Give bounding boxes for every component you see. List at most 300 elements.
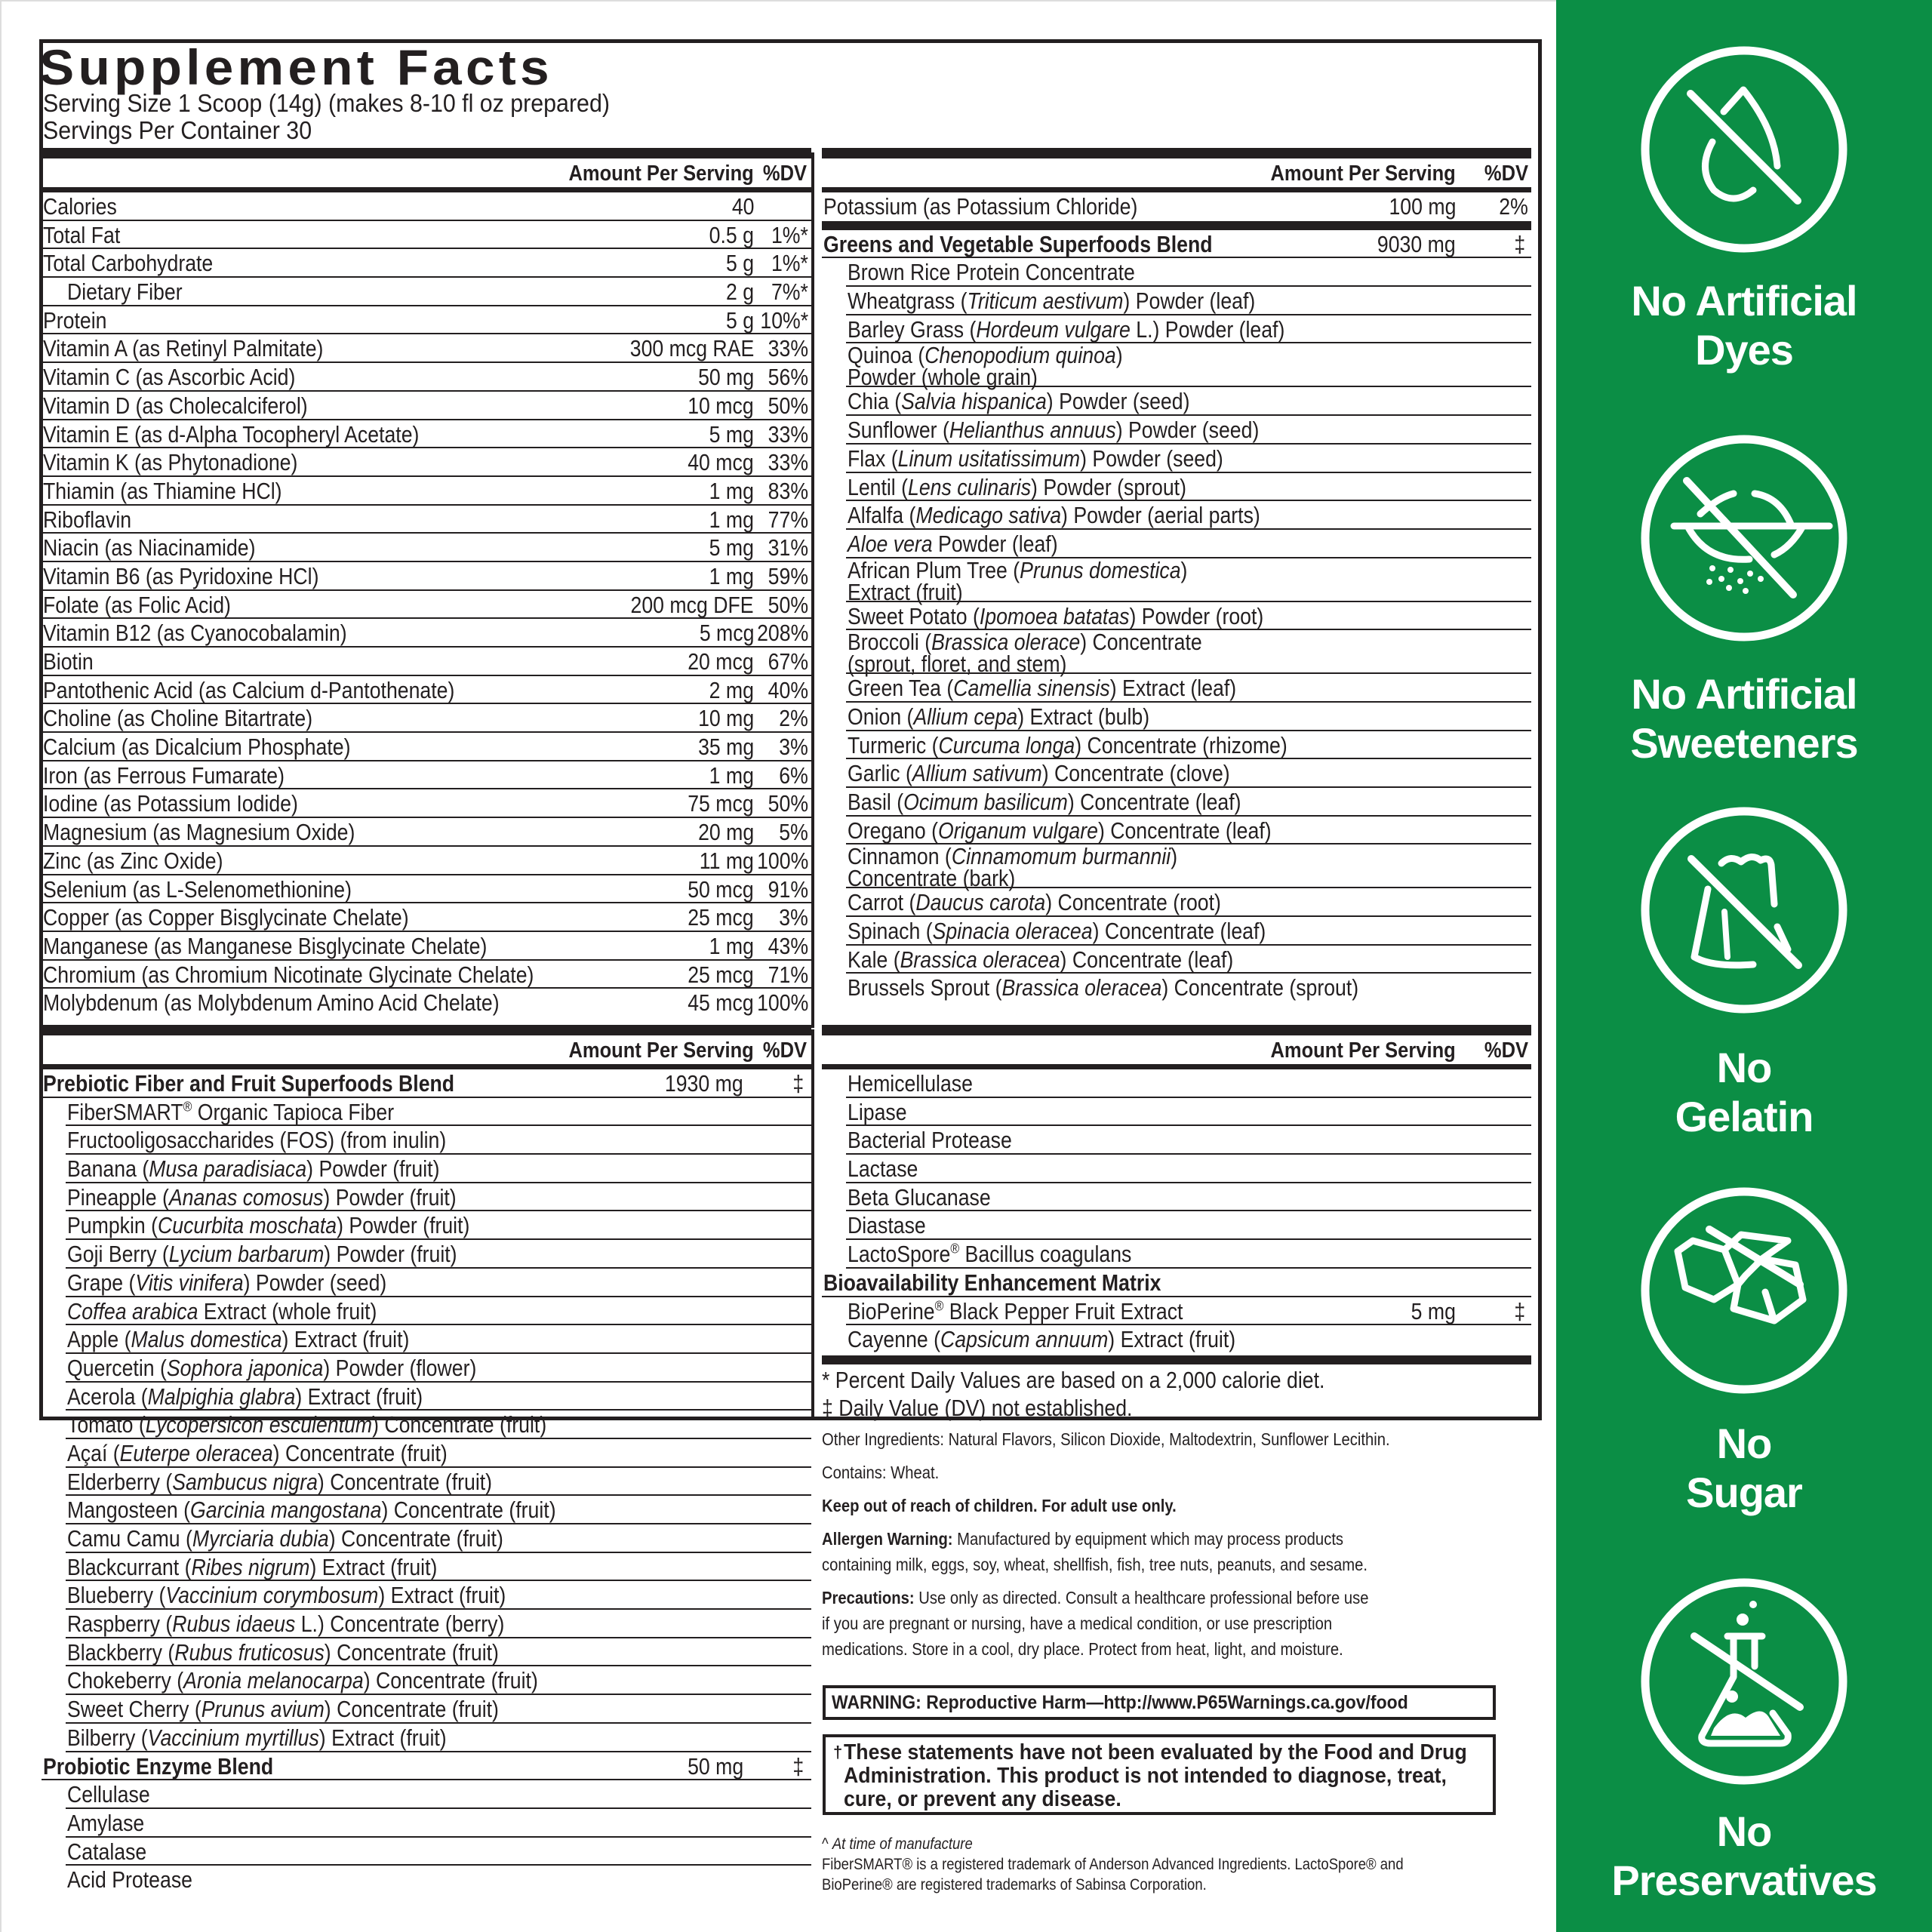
percent-dv: 40% <box>768 676 808 703</box>
other-info <box>822 1426 1531 1662</box>
ingredient-name: Diastase <box>848 1212 926 1239</box>
ingredient-name: Blackberry (Rubus fruticosus) Concentrate (fruit) <box>67 1638 499 1666</box>
badge-no-artificial-dyes <box>1556 45 1932 374</box>
greens-ingredient-row <box>846 445 1531 473</box>
ingredient-name: Açaí (Euterpe oleracea) Concentrate (fruit) <box>67 1439 448 1466</box>
badge-line1: No <box>1716 1420 1772 1467</box>
prebiotic-ingredient-row <box>66 1325 811 1354</box>
ingredient-name: Onion (Allium cepa) Extract (bulb) <box>848 703 1150 730</box>
amount: 40 <box>731 193 754 220</box>
prebiotic-ingredient-row <box>66 1411 811 1439</box>
prop65-warning: WARNING: Reproductive Harm—http://www.P65Warnings.ca.gov/food <box>832 1692 1408 1713</box>
badge-line1: No Artificial <box>1631 277 1857 325</box>
greens-ingredient-list <box>822 258 1531 1002</box>
column-divider-top <box>811 152 814 1028</box>
table-header <box>822 158 1531 187</box>
medium-rule <box>42 187 811 192</box>
ingredient-name: Basil (Ocimum basilicum) Concentrate (leaf) <box>848 789 1241 815</box>
ingredient-name: Tomato (Lycopersicon esculentum) Concentrate (fruit) <box>67 1411 547 1438</box>
dv-header: %DV <box>1484 162 1528 186</box>
amount-header: Amount Per Serving <box>568 1038 754 1063</box>
percent-dv: 50% <box>768 591 808 618</box>
percent-dv: 5% <box>779 819 808 846</box>
nutrient-row <box>42 448 811 477</box>
nutrient-row <box>42 278 811 306</box>
precautions-line3: medications. Store in a cool, dry place. Protect from heat, light, and moisture. <box>822 1639 1343 1659</box>
amount: 40 mcg <box>688 449 754 476</box>
thick-rule <box>822 1025 1531 1035</box>
ingredient-name: Vitamin E (as d-Alpha Tocopheryl Acetate) <box>43 420 420 448</box>
ingredient-name: Niacin (as Niacinamide) <box>43 534 256 561</box>
percent-dv: 50% <box>768 790 808 817</box>
badge-line2: Sweeteners <box>1630 719 1858 767</box>
enzyme-ingredient-row <box>846 1183 1531 1212</box>
amount: 1 mg <box>709 562 754 589</box>
ingredient-name: Raspberry (Rubus idaeus L.) Concentrate (berry) <box>67 1611 505 1638</box>
ingredient-name: Biotin <box>43 648 94 675</box>
amount: 5 mg <box>1411 1297 1456 1324</box>
ingredient-name: Bilberry (Vaccinium myrtillus) Extract (fruit) <box>67 1724 447 1751</box>
ingredient-name: Chia (Salvia hispanica) Powder (seed) <box>848 388 1190 415</box>
amount: 45 mcg <box>688 989 754 1017</box>
greens-ingredient-row <box>846 843 1531 892</box>
amount: 1 mg <box>709 506 754 533</box>
amount: 5 g <box>725 250 754 277</box>
percent-dv: 91% <box>768 875 808 903</box>
table-header <box>42 1035 811 1064</box>
amount: 5 mcg <box>699 620 754 647</box>
column-divider-bottom <box>811 1029 814 1419</box>
ingredient-name: Fructooligosaccharides (FOS) (from inulin) <box>67 1127 447 1154</box>
ingredient-name: Zinc (as Zinc Oxide) <box>43 847 223 874</box>
blend-row-enzyme <box>42 1752 811 1781</box>
thick-rule <box>822 221 1531 230</box>
prebiotic-ingredient-row <box>66 1695 811 1724</box>
badge-line2: Sugar <box>1686 1469 1802 1516</box>
blend-dv: ‡ <box>1514 230 1525 257</box>
ingredient-name: Acerola (Malpighia glabra) Extract (fruit) <box>67 1383 423 1410</box>
greens-ingredient-row <box>846 674 1531 703</box>
ingredient-name: Total Carbohydrate <box>43 250 214 277</box>
greens-ingredient-row <box>846 629 1531 678</box>
ingredient-name: Oregano (Origanum vulgare) Concentrate (leaf) <box>848 817 1272 844</box>
amount: 200 mcg DFE <box>631 591 754 618</box>
dv-header: %DV <box>762 1038 807 1063</box>
amount: 1 mg <box>709 477 754 504</box>
medium-rule <box>42 1064 811 1069</box>
time-of-manufacture-note <box>822 1834 973 1855</box>
thick-rule <box>822 148 1531 158</box>
nutrient-row <box>42 221 811 250</box>
ingredient-name: Elderberry (Sambucus nigra) Concentrate (fruit) <box>67 1468 493 1495</box>
amount: 25 mcg <box>688 904 754 931</box>
percent-dv: 6% <box>779 761 808 789</box>
ingredient-name: Hemicellulase <box>848 1070 973 1097</box>
nutrient-row <box>42 818 811 847</box>
badge-line2: Gelatin <box>1675 1093 1814 1140</box>
ingredient-name: BioPerine® Black Pepper Fruit Extract <box>848 1297 1183 1324</box>
ingredient-name: Cayenne (Capsicum annuum) Extract (fruit) <box>848 1326 1236 1353</box>
ingredient-name: Iodine (as Potassium Iodide) <box>43 790 298 817</box>
blend-amount: 50 mg <box>687 1752 743 1780</box>
footnote-dv-not-established: ‡ Daily Value (DV) not established. <box>822 1394 1133 1421</box>
enzyme-ingredient-row <box>846 1069 1531 1098</box>
ingredient-name: Acid Protease <box>67 1866 192 1894</box>
servings-per-container: Servings Per Container 30 <box>43 116 312 144</box>
prebiotic-table <box>42 1025 811 1894</box>
badge-no-gelatin <box>1556 806 1932 1141</box>
amount: 10 mg <box>697 705 754 732</box>
greens-ingredient-row <box>846 602 1531 631</box>
percent-dv: 1%* <box>771 250 808 277</box>
ingredient-name: Green Tea (Camellia sinensis) Extract (leaf) <box>848 675 1237 702</box>
ingredient-name: Barley Grass (Hordeum vulgare L.) Powder (leaf) <box>848 315 1285 343</box>
greens-ingredient-row <box>846 530 1531 558</box>
ingredient-name: Riboflavin <box>43 506 132 533</box>
nutrient-row <box>42 619 811 648</box>
blend-row-prebiotic <box>42 1069 811 1098</box>
bioavailability-ingredient-row <box>846 1325 1531 1354</box>
amount: 50 mg <box>697 364 754 391</box>
ingredient-name: Banana (Musa paradisiaca) Powder (fruit) <box>67 1155 440 1183</box>
amount-header: Amount Per Serving <box>1270 162 1456 186</box>
nutrient-row <box>42 334 811 363</box>
blend-name: Probiotic Enzyme Blend <box>43 1752 274 1780</box>
ingredient-name: Flax (Linum usitatissimum) Powder (seed) <box>848 445 1223 472</box>
ingredient-name: Coffea arabica Extract (whole fruit) <box>67 1297 377 1324</box>
percent-dv: 7%* <box>771 278 808 306</box>
nutrient-row <box>42 875 811 904</box>
ingredient-name: Cellulase <box>67 1781 150 1808</box>
badge-line1: No Artificial <box>1631 670 1857 718</box>
percent-dv: 1%* <box>771 221 808 248</box>
nutrient-rows <box>42 192 811 1017</box>
ingredient-name: Molybdenum (as Molybdenum Amino Acid Chelate) <box>43 989 500 1017</box>
table-header <box>822 1035 1531 1064</box>
prop65-warning-box <box>823 1685 1496 1720</box>
percent-dv: 50% <box>768 392 808 419</box>
greens-ingredient-row <box>846 287 1531 315</box>
prebiotic-ingredient-row <box>66 1297 811 1326</box>
nutrient-row <box>42 733 811 761</box>
ingredient-name: Beta Glucanase <box>848 1183 991 1211</box>
nutrient-row <box>42 534 811 562</box>
nutrient-amount: 100 mg <box>1389 193 1456 220</box>
ingredient-name: Vitamin K (as Phytonadione) <box>43 449 298 476</box>
ingredient-name: Total Fat <box>43 221 121 248</box>
prebiotic-ingredient-list <box>42 1098 811 1752</box>
ingredient-name: Vitamin D (as Cholecalciferol) <box>43 392 308 419</box>
ingredient-name: Mangosteen (Garcinia mangostana) Concentrate (fruit) <box>67 1497 556 1524</box>
ingredient-name: Turmeric (Curcuma longa) Concentrate (rhizome) <box>848 731 1287 758</box>
prebiotic-ingredient-row <box>66 1155 811 1183</box>
thick-rule <box>822 1355 1531 1364</box>
enzyme-ingredient-row <box>846 1211 1531 1240</box>
enzyme-ingredient-row <box>846 1240 1531 1269</box>
amount: 5 mg <box>709 534 754 561</box>
prebiotic-ingredient-row <box>66 1468 811 1497</box>
ingredient-name: Vitamin B12 (as Cyanocobalamin) <box>43 620 347 647</box>
prebiotic-ingredient-row <box>66 1383 811 1411</box>
nutrient-row <box>42 704 811 733</box>
ingredient-name: Vitamin B6 (as Pyridoxine HCl) <box>43 562 319 589</box>
amount: 1 mg <box>709 761 754 789</box>
ingredient-name: Sweet Potato (Ipomoea batatas) Powder (root) <box>848 602 1264 629</box>
badge-line2: Dyes <box>1695 326 1793 374</box>
precautions-line2: if you are pregnant or nursing, have a medical condition, or use prescription <box>822 1614 1333 1633</box>
prebiotic-ingredient-row <box>66 1666 811 1695</box>
percent-dv: 208% <box>756 620 808 647</box>
badge-no-sugar <box>1556 1186 1932 1517</box>
ingredient-name: Wheatgrass (Triticum aestivum) Powder (leaf) <box>848 288 1256 315</box>
ingredient-name: Lactase <box>848 1155 918 1183</box>
ingredient-name: Brown Rice Protein Concentrate <box>848 259 1135 286</box>
badge-line2: Preservatives <box>1611 1857 1877 1904</box>
blend-dv: ‡ <box>792 1752 804 1780</box>
allergen-warning-label: Allergen Warning: <box>822 1529 953 1549</box>
percent-dv: 33% <box>768 335 808 362</box>
prebiotic-ingredient-row <box>66 1496 811 1524</box>
greens-ingredient-row <box>846 888 1531 917</box>
ingredient-name: Manganese (as Manganese Bisglycinate Chelate) <box>43 932 488 959</box>
prebiotic-ingredient-row <box>66 1610 811 1638</box>
ingredient-name: Calories <box>43 193 117 220</box>
nutrient-row <box>42 903 811 932</box>
blend-amount: 1930 mg <box>665 1070 743 1097</box>
allergen-warning-text: Manufactured by equipment which may process products <box>952 1529 1344 1549</box>
fda-disclaimer-box <box>823 1734 1496 1815</box>
enzyme-ingredient-row <box>846 1155 1531 1183</box>
nutrient-row <box>42 761 811 790</box>
nutrient-row <box>42 961 811 989</box>
ingredient-name: Chromium (as Chromium Nicotinate Glycinate Chelate) <box>43 961 534 988</box>
enzyme-ingredient-row <box>66 1780 811 1809</box>
percent-dv: 100% <box>756 989 808 1017</box>
other-ingredients: Other Ingredients: Natural Flavors, Silicon Dioxide, Maltodextrin, Sunflower Lecithin. <box>822 1429 1390 1449</box>
dv-header: %DV <box>762 162 807 186</box>
percent-dv: 77% <box>768 506 808 533</box>
blend-dv: ‡ <box>792 1070 804 1097</box>
ingredient-name: Amylase <box>67 1809 145 1836</box>
amount: 2 mg <box>709 676 754 703</box>
prebiotic-ingredient-row <box>66 1126 811 1155</box>
ingredient-name: Pumpkin (Cucurbita moschata) Powder (fruit) <box>67 1212 470 1239</box>
percent-dv: 2% <box>779 705 808 732</box>
ingredient-name: Iron (as Ferrous Fumarate) <box>43 761 285 789</box>
percent-dv: 83% <box>768 477 808 504</box>
ingredient-name: Alfalfa (Medicago sativa) Powder (aerial parts) <box>848 502 1260 529</box>
badge-line1: No <box>1716 1044 1772 1091</box>
enzyme-ingredient-row <box>66 1838 811 1866</box>
ingredient-name: Blackcurrant (Ribes nigrum) Extract (fruit) <box>67 1553 438 1580</box>
enzyme-ingredient-row <box>846 1126 1531 1155</box>
ingredient-name: Vitamin A (as Retinyl Palmitate) <box>43 335 324 362</box>
ingredient-name: Catalase <box>67 1838 147 1865</box>
ingredient-name: Garlic (Allium sativum) Concentrate (clove) <box>848 760 1230 787</box>
ingredient-name: Copper (as Copper Bisglycinate Chelate) <box>43 904 409 931</box>
greens-ingredient-row <box>846 731 1531 760</box>
greens-ingredient-row <box>846 342 1531 391</box>
ingredient-name: Cinnamon (Cinnamomum burmannii) Concentrate (bark) <box>848 843 1178 892</box>
ingredient-name: Aloe vera Powder (leaf) <box>848 530 1058 557</box>
blend-row-greens <box>822 230 1531 259</box>
amount: 20 mg <box>697 819 754 846</box>
prebiotic-ingredient-row <box>66 1553 811 1582</box>
percent-dv: 43% <box>768 932 808 959</box>
greens-ingredient-row <box>846 946 1531 974</box>
ingredient-name: Protein <box>43 306 107 334</box>
no-gelatin-icon <box>1640 806 1848 1014</box>
amount: 20 mcg <box>688 648 754 675</box>
greens-ingredient-row <box>846 759 1531 788</box>
ingredient-name: Broccoli (Brassica olerace) Concentrate (sprout, floret, and stem) <box>848 629 1202 678</box>
bioavailability-ingredient-list <box>822 1297 1531 1354</box>
prebiotic-ingredient-row <box>66 1211 811 1240</box>
keep-out-warning: Keep out of reach of children. For adult use only. <box>822 1496 1177 1515</box>
prebiotic-ingredient-row <box>66 1724 811 1752</box>
nutrient-row <box>42 847 811 875</box>
no-sweetener-bowl-icon <box>1640 434 1848 642</box>
blend-name: Prebiotic Fiber and Fruit Superfoods Blend <box>43 1070 455 1097</box>
enzyme-ingredient-row <box>66 1809 811 1838</box>
prebiotic-ingredient-row <box>66 1354 811 1383</box>
amount-header: Amount Per Serving <box>1270 1038 1456 1063</box>
percent-dv: 10%* <box>760 306 808 334</box>
contains-allergens: Contains: Wheat. <box>822 1463 940 1482</box>
prebiotic-ingredient-row <box>66 1581 811 1610</box>
greens-ingredient-row <box>846 703 1531 731</box>
ingredient-name: FiberSMART® Organic Tapioca Fiber <box>67 1098 395 1125</box>
ingredient-name: Carrot (Daucus carota) Concentrate (root) <box>848 889 1221 916</box>
nutrient-row <box>42 192 811 221</box>
dv-header: %DV <box>1484 1038 1528 1063</box>
medium-rule <box>822 1064 1531 1069</box>
blend-row-bioavailability <box>822 1269 1531 1297</box>
bioavailability-ingredient-row <box>846 1297 1531 1326</box>
badge-line1: No <box>1716 1807 1772 1855</box>
ingredient-name: Thiamin (as Thiamine HCl) <box>43 477 282 504</box>
nutrient-row <box>42 420 811 449</box>
prebiotic-ingredient-row <box>66 1098 811 1127</box>
percent-dv: 31% <box>768 534 808 561</box>
ingredient-name: Kale (Brassica oleracea) Concentrate (leaf) <box>848 946 1234 973</box>
greens-ingredient-row <box>846 315 1531 344</box>
ingredient-name: Sweet Cherry (Prunus avium) Concentrate (fruit) <box>67 1696 499 1723</box>
allergen-warning-line1 <box>822 1526 1446 1552</box>
nutrient-row <box>42 591 811 620</box>
greens-ingredient-row <box>846 473 1531 502</box>
greens-ingredient-row <box>846 416 1531 445</box>
blend-name: Bioavailability Enhancement Matrix <box>823 1269 1161 1296</box>
nutrient-name: Potassium (as Potassium Chloride) <box>823 193 1138 220</box>
enzyme-table-continued <box>822 1025 1531 1422</box>
ingredient-name: Magnesium (as Magnesium Oxide) <box>43 819 355 846</box>
amount: 75 mcg <box>688 790 754 817</box>
fda-disclaimer: These statements have not been evaluated by the Food and Drug Administration. This product is not intended to diagnose, treat, cure, or prevent any disease. <box>844 1740 1467 1811</box>
no-sugar-cubes-icon <box>1640 1186 1848 1395</box>
ingredient-name: Camu Camu (Myrciaria dubia) Concentrate (fruit) <box>67 1525 503 1552</box>
precautions-line1 <box>822 1585 1446 1611</box>
amount: 10 mcg <box>688 392 754 419</box>
percent-dv: 3% <box>779 734 808 761</box>
nutrient-row <box>42 562 811 591</box>
percent-dv: 33% <box>768 420 808 448</box>
percent-dv: 3% <box>779 904 808 931</box>
ingredient-name: Pantothenic Acid (as Calcium d-Pantothenate) <box>43 676 455 703</box>
ingredient-name: Folate (as Folic Acid) <box>43 591 231 618</box>
amount: 11 mg <box>699 847 754 874</box>
ingredient-name: Vitamin C (as Ascorbic Acid) <box>43 364 296 391</box>
ingredient-name: Grape (Vitis vinifera) Powder (seed) <box>67 1269 387 1296</box>
amount-header: Amount Per Serving <box>568 162 754 186</box>
nutrient-row <box>42 477 811 506</box>
ingredient-name: Chokeberry (Aronia melanocarpa) Concentrate (fruit) <box>67 1667 538 1694</box>
allergen-warning-line2: containing milk, eggs, soy, wheat, shellfish, fish, tree nuts, peanuts, and sesame. <box>822 1555 1368 1574</box>
trademark-line2: BioPerine® are registered trademarks of Sabinsa Corporation. <box>822 1876 1207 1894</box>
percent-dv: 71% <box>768 961 808 988</box>
dagger-mark: † <box>833 1743 843 1761</box>
percent-dv: 67% <box>768 648 808 675</box>
medium-rule <box>822 187 1531 192</box>
thick-rule <box>42 148 811 158</box>
claims-sidebar <box>1556 0 1932 1932</box>
time-of-manufacture-text: At time of manufacture <box>832 1835 973 1853</box>
badge-no-preservatives <box>1556 1577 1932 1905</box>
trademark-line1: FiberSMART® is a registered trademark of Anderson Advanced Ingredients. LactoSpore® and <box>822 1856 1404 1873</box>
greens-ingredient-row <box>846 501 1531 530</box>
thick-rule <box>42 1025 811 1035</box>
amount: 2 g <box>725 278 754 306</box>
ingredient-name: Goji Berry (Lycium barbarum) Powder (fruit) <box>67 1241 457 1268</box>
ingredient-name: Lipase <box>848 1098 907 1125</box>
amount: 25 mcg <box>688 961 754 988</box>
enzyme-ingredient-list-left <box>42 1780 811 1894</box>
nutrient-row <box>42 989 811 1017</box>
ingredient-name: Blueberry (Vaccinium corymbosum) Extract (fruit) <box>67 1582 506 1609</box>
enzyme-ingredient-list-right <box>822 1069 1531 1269</box>
amount: 5 g <box>725 306 754 334</box>
nutrient-row <box>42 363 811 392</box>
blend-amount: 9030 mg <box>1377 230 1456 257</box>
table-header <box>42 158 811 187</box>
ingredient-name: Apple (Malus domestica) Extract (fruit) <box>67 1326 410 1353</box>
ingredient-name: Quercetin (Sophora japonica) Powder (flower) <box>67 1354 477 1381</box>
panel-title: Supplement Facts <box>39 39 553 95</box>
nutrient-row <box>42 506 811 534</box>
amount: 300 mcg RAE <box>629 335 754 362</box>
no-preservatives-flask-icon <box>1640 1577 1848 1786</box>
ingredient-name: LactoSpore® Bacillus coagulans <box>848 1240 1132 1268</box>
no-dye-drop-icon <box>1640 45 1848 254</box>
percent-dv: 100% <box>756 847 808 874</box>
blend-name: Greens and Vegetable Superfoods Blend <box>823 230 1213 257</box>
caret-mark: ^ <box>822 1835 832 1853</box>
greens-ingredient-row <box>846 817 1531 845</box>
nutrient-row <box>42 676 811 705</box>
prebiotic-ingredient-row <box>66 1524 811 1553</box>
prebiotic-ingredient-row <box>66 1240 811 1269</box>
percent-dv: 59% <box>768 562 808 589</box>
ingredient-name: Sunflower (Helianthus annuus) Powder (seed) <box>848 417 1260 444</box>
serving-size: Serving Size 1 Scoop (14g) (makes 8-10 fl oz prepared) <box>43 89 610 117</box>
percent-dv: 33% <box>768 449 808 476</box>
amount: 35 mg <box>697 734 754 761</box>
prebiotic-ingredient-row <box>66 1269 811 1297</box>
greens-ingredient-row <box>846 788 1531 817</box>
prebiotic-ingredient-row <box>66 1439 811 1468</box>
amount: 1 mg <box>709 932 754 959</box>
ingredient-name: Selenium (as L-Selenomethionine) <box>43 875 352 903</box>
